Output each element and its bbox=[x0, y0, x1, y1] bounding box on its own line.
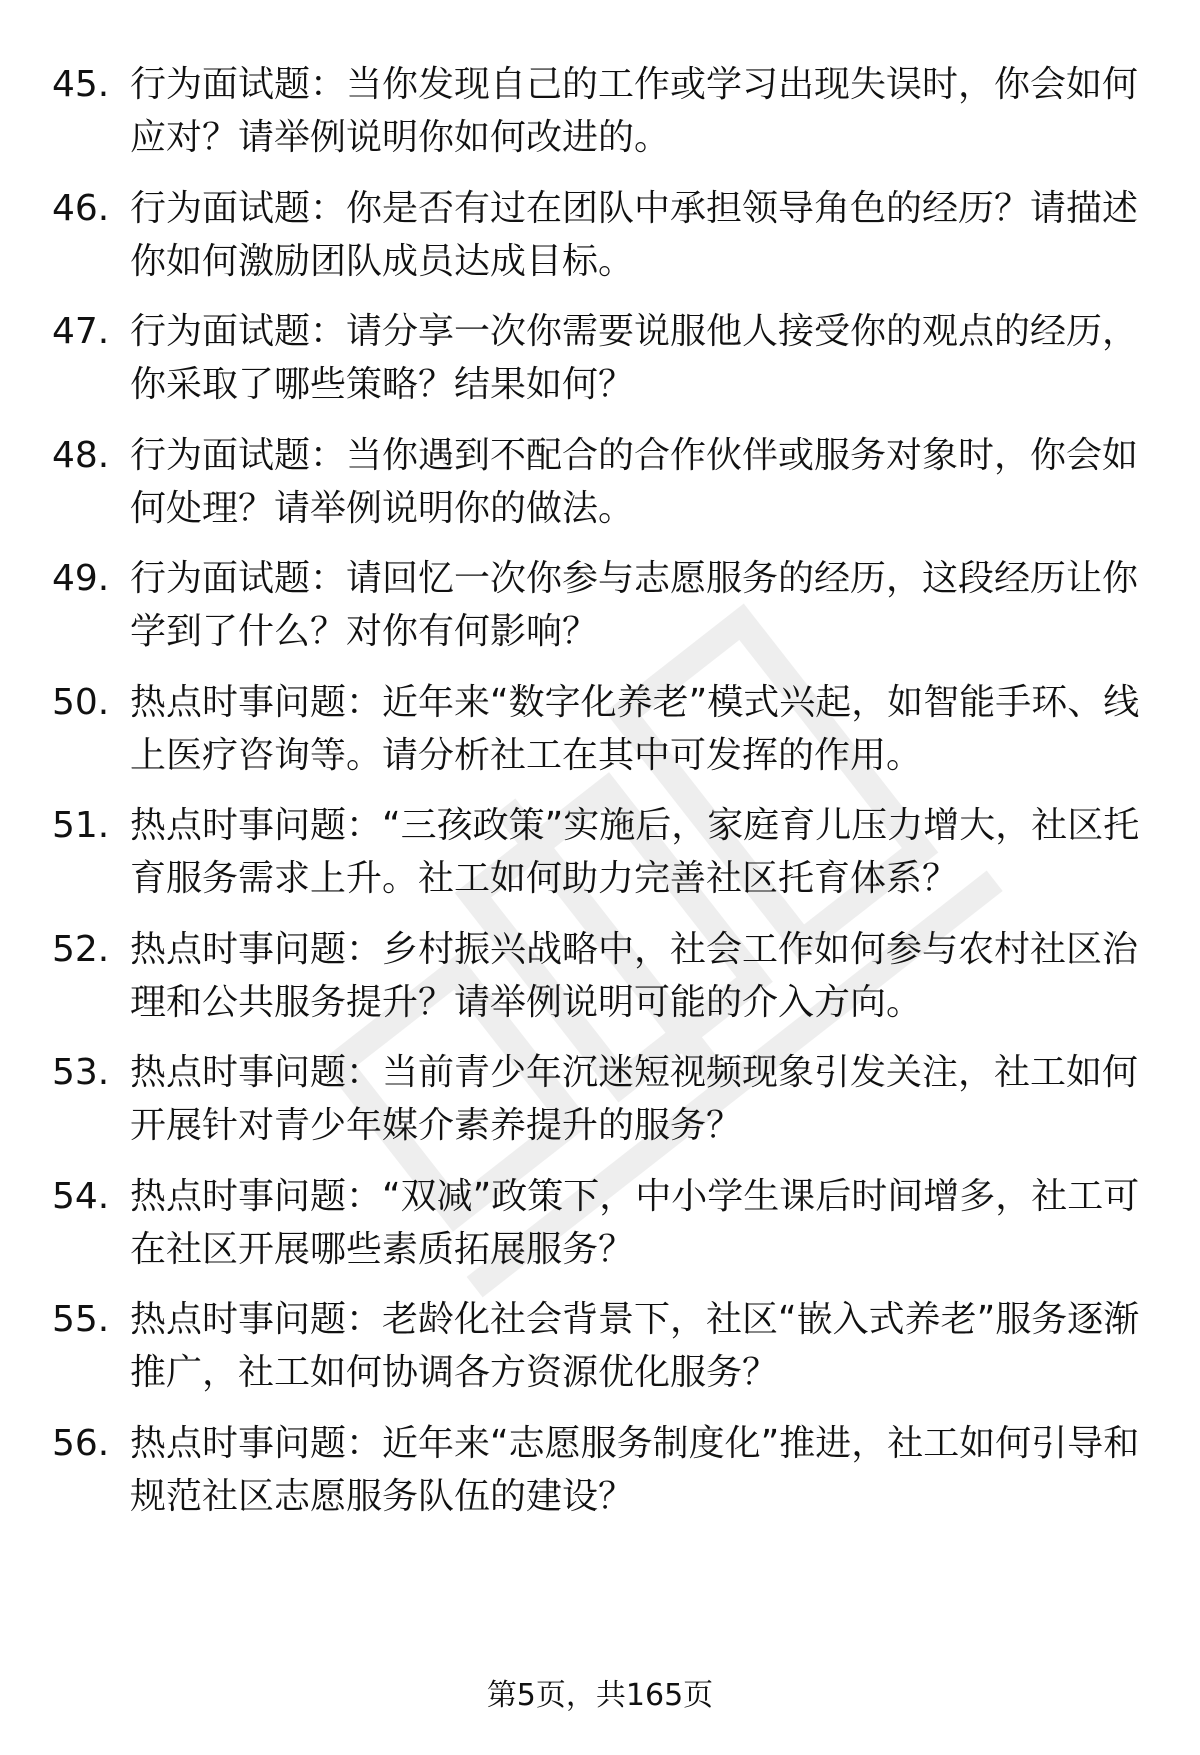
question-item bbox=[52, 58, 1152, 182]
question-text: 行为面试题：你是否有过在团队中承担领导角色的经历？请描述你如何激励团队成员达成目标。 bbox=[130, 187, 1139, 282]
question-number: 51. bbox=[52, 805, 110, 846]
question-text: 热点时事问题：当前青少年沉迷短视频现象引发关注，社工如何开展针对青少年媒介素养提升的服务？ bbox=[130, 1052, 1139, 1146]
question-text: 热点时事问题：老龄化社会背景下，社区“嵌入式养老”服务逐渐推广，社工如何协调各方资源优化服务？ bbox=[130, 1299, 1140, 1393]
question-item bbox=[52, 676, 1152, 800]
question-text: 行为面试题：当你遇到不配合的合作伙伴或服务对象时，你会如何处理？请举例说明你的做法。 bbox=[130, 434, 1139, 529]
question-number: 50. bbox=[52, 681, 110, 723]
question-number: 46. bbox=[52, 187, 110, 229]
page-number: 第5页，共165页 bbox=[486, 1678, 714, 1713]
question-item bbox=[52, 1293, 1152, 1417]
question-text: 热点时事问题：“双减”政策下，中小学生课后时间增多，社工可在社区开展哪些素质拓展服务？ bbox=[130, 1175, 1140, 1270]
question-list bbox=[52, 58, 1152, 1540]
question-item bbox=[52, 1046, 1152, 1170]
question-text: 热点时事问题：近年来“数字化养老”模式兴起，如智能手环、线上医疗咨询等。请分析社工在其中可发挥的作用。 bbox=[130, 681, 1140, 776]
question-number: 52. bbox=[52, 928, 110, 970]
question-number: 53. bbox=[52, 1052, 110, 1093]
question-text: 热点时事问题：乡村振兴战略中，社会工作如何参与农村社区治理和公共服务提升？请举例说明可能的介入方向。 bbox=[130, 928, 1139, 1023]
question-item bbox=[52, 429, 1152, 553]
question-text: 热点时事问题：“三孩政策”实施后，家庭育儿压力增大，社区托育服务需求上升。社工如何助力完善社区托育体系？ bbox=[130, 805, 1140, 899]
question-number: 45. bbox=[52, 64, 110, 105]
question-text: 行为面试题：请回忆一次你参与志愿服务的经历，这段经历让你学到了什么？对你有何影响？ bbox=[130, 558, 1139, 652]
question-number: 49. bbox=[52, 558, 110, 599]
question-text: 热点时事问题：近年来“志愿服务制度化”推进，社工如何引导和规范社区志愿服务队伍的建设？ bbox=[130, 1422, 1140, 1517]
question-item bbox=[52, 182, 1152, 306]
question-number: 56. bbox=[52, 1422, 110, 1464]
question-item bbox=[52, 923, 1152, 1047]
question-item bbox=[52, 552, 1152, 676]
question-number: 55. bbox=[52, 1299, 110, 1340]
question-item bbox=[52, 799, 1152, 923]
question-item bbox=[52, 1417, 1152, 1541]
question-text: 行为面试题：请分享一次你需要说服他人接受你的观点的经历，你采取了哪些策略？结果如何？ bbox=[130, 311, 1139, 405]
question-number: 54. bbox=[52, 1175, 110, 1217]
question-text: 行为面试题：当你发现自己的工作或学习出现失误时，你会如何应对？请举例说明你如何改进的。 bbox=[130, 64, 1139, 158]
question-number: 47. bbox=[52, 311, 110, 352]
question-item bbox=[52, 305, 1152, 429]
question-item bbox=[52, 1170, 1152, 1294]
question-number: 48. bbox=[52, 434, 110, 476]
